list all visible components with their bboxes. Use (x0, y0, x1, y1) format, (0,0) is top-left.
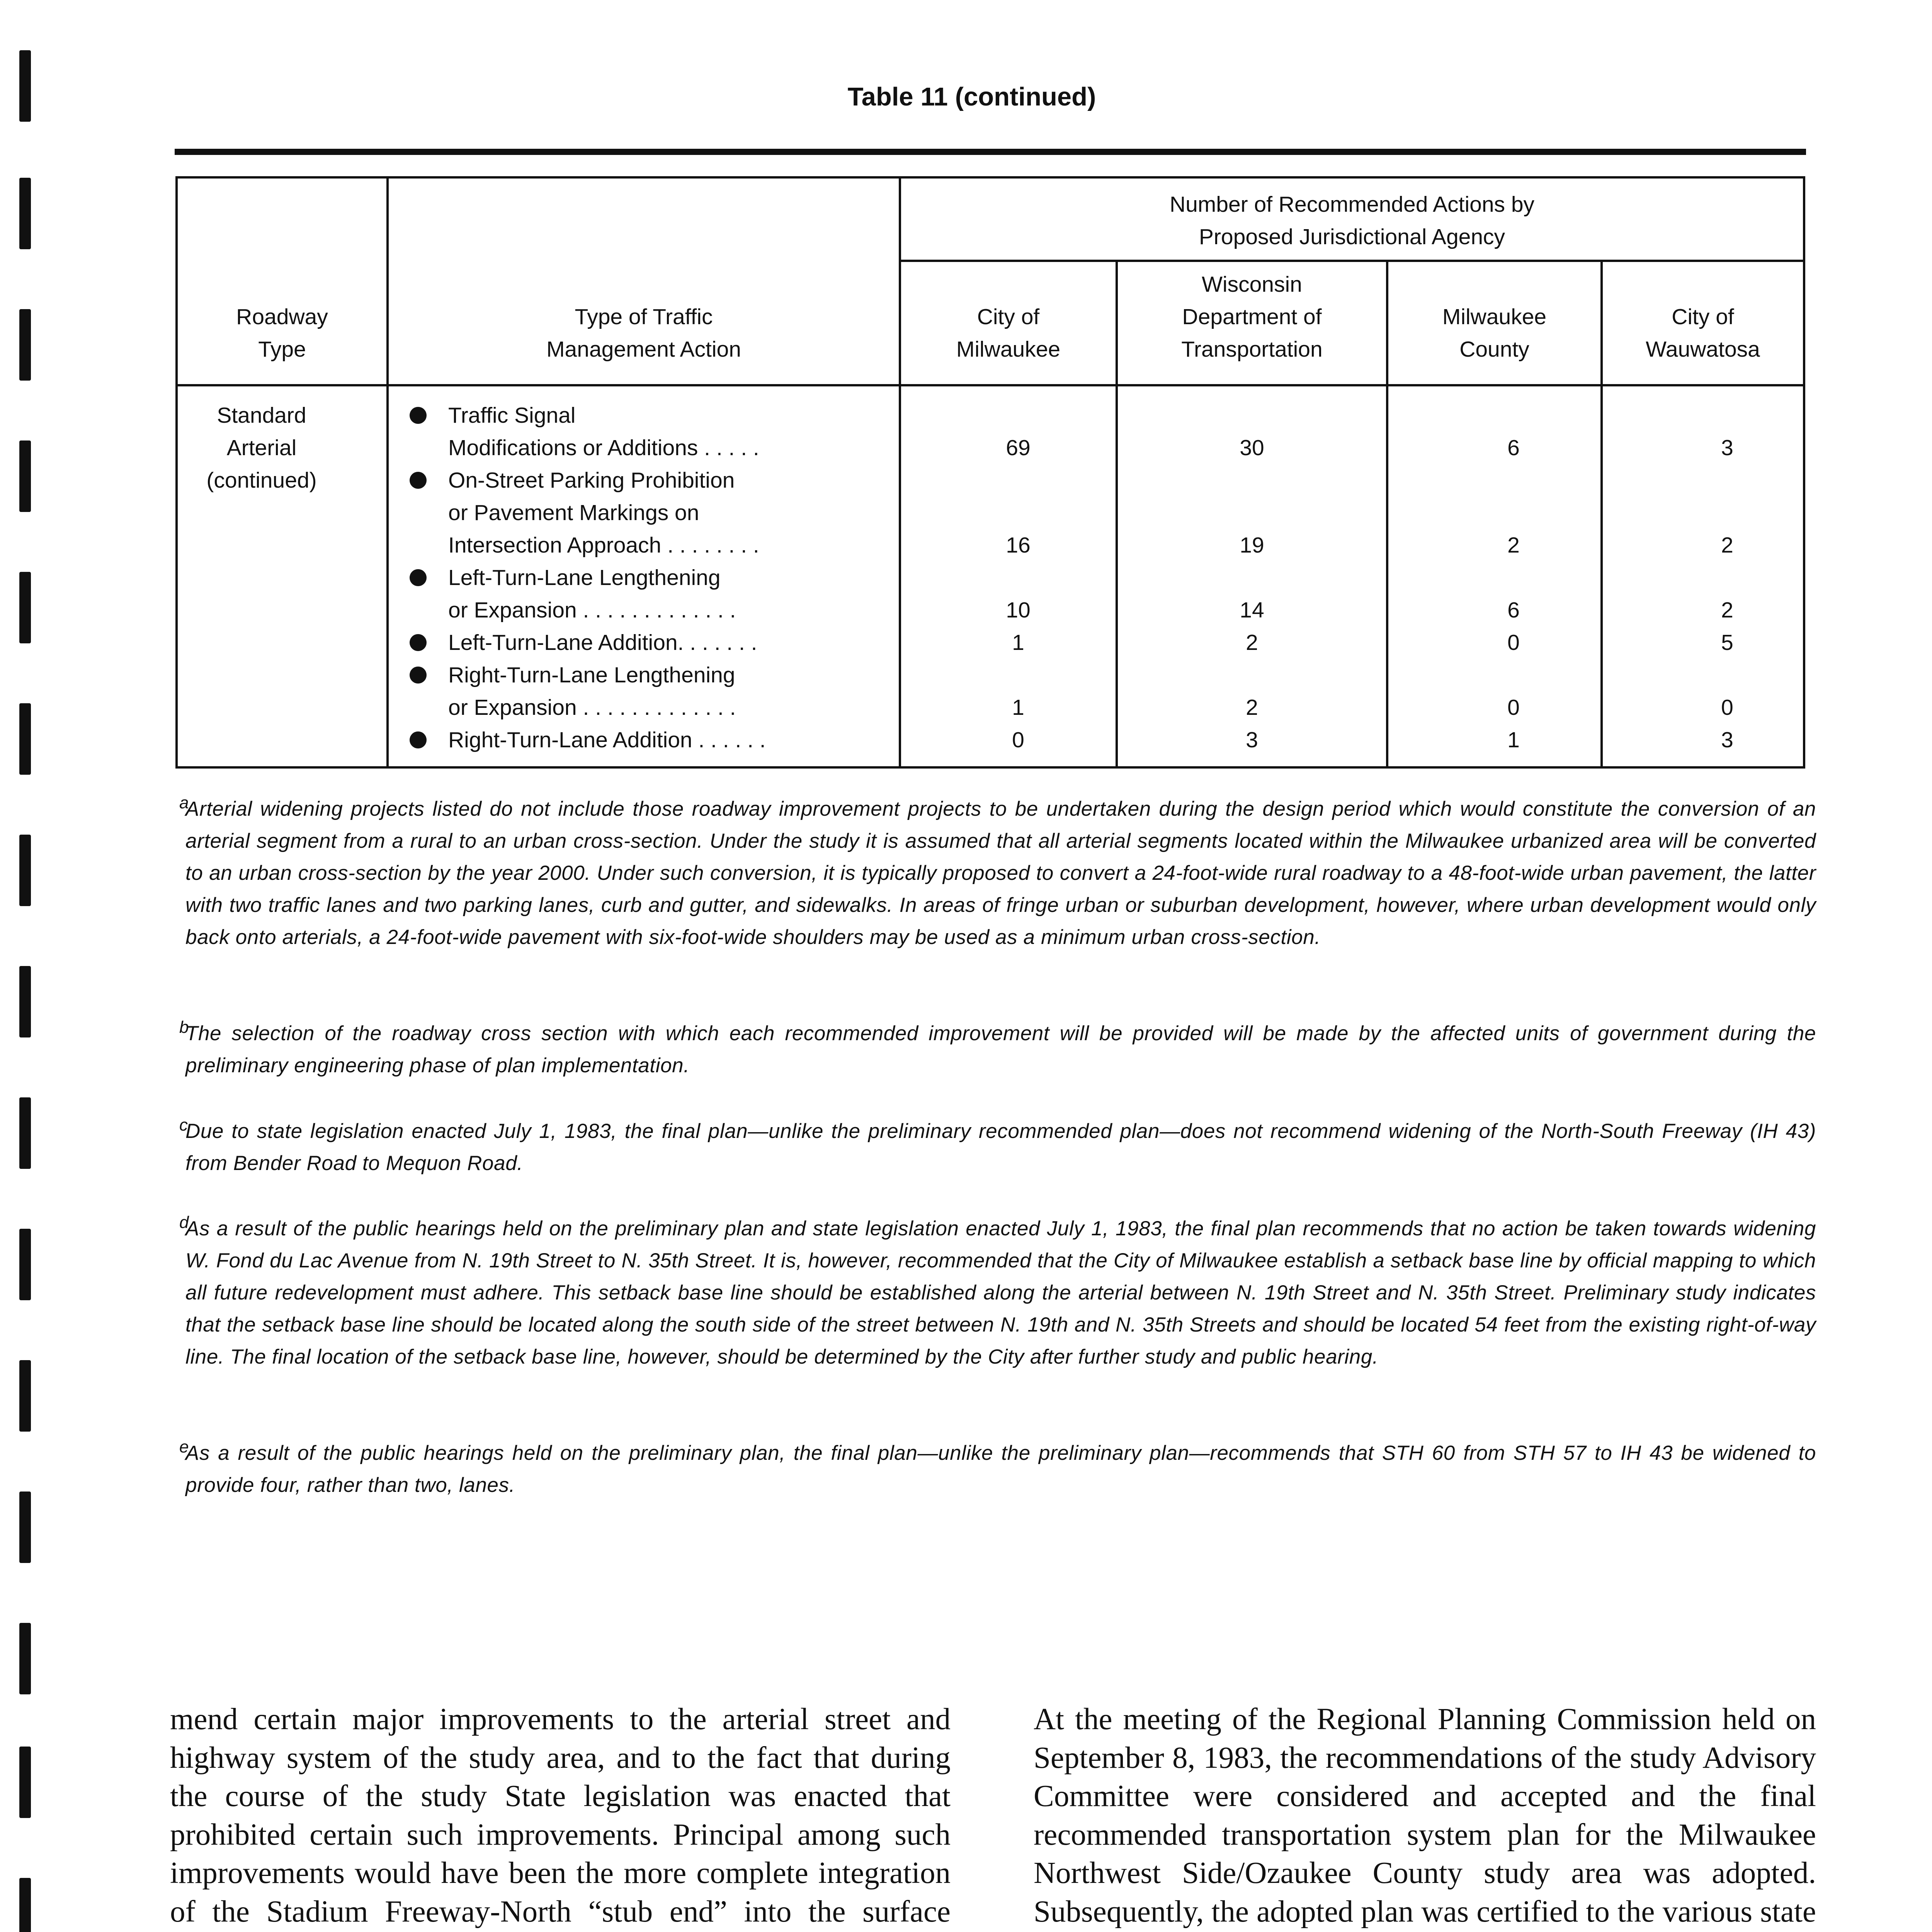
header-line: Wisconsin (1202, 272, 1302, 297)
footnote-text: Due to state legislation enacted July 1, 1983, the final plan—unlike the preliminary recommended plan—does not recommend widening of the North-South Freeway (IH 43) from Bender Road to Mequon Road. (185, 1120, 1816, 1175)
header-line: City of (1672, 304, 1734, 329)
row-label-line: or Pavement Markings on (448, 500, 699, 525)
value-milwaukee-county: 6 (1507, 598, 1520, 622)
header-line: Transportation (1181, 337, 1323, 362)
header-line: Type (258, 337, 306, 362)
binding-bar (19, 1623, 31, 1694)
footnote-text: As a result of the public hearings held on the preliminary plan, the final plan—unlike the preliminary plan—recommends that STH 60 from STH 57 to IH 43 be widened to provide four, rather than two, lanes. (185, 1442, 1816, 1497)
header-line: Roadway (236, 304, 328, 329)
binding-bar (19, 835, 31, 906)
binding-bar (19, 1229, 31, 1300)
roadway-type-line: (continued) (206, 468, 317, 493)
row-label-line: Intersection Approach . . . . . . . . (448, 533, 759, 558)
header-line: Management Action (546, 337, 741, 362)
value-milwaukee-county: 1 (1507, 728, 1520, 752)
value-city-of-milwaukee: 1 (1012, 630, 1024, 655)
binding-bar (19, 1878, 31, 1932)
row-label-line: Traffic Signal (448, 403, 576, 428)
bullet-icon (410, 569, 427, 586)
row-label-line: Modifications or Additions . . . . . (448, 435, 759, 460)
footnote-a (179, 793, 1816, 953)
binding-bar (19, 1360, 31, 1432)
bullet-icon (410, 731, 427, 748)
value-wisconsin-dot: 19 (1240, 533, 1264, 558)
value-wisconsin-dot: 3 (1246, 728, 1258, 752)
value-milwaukee-county: 0 (1507, 630, 1520, 655)
footnote-mark: c (179, 1116, 188, 1134)
binding-bar (19, 1492, 31, 1563)
binding-bar (19, 1097, 31, 1169)
row-label-line: or Expansion . . . . . . . . . . . . . (448, 695, 736, 720)
value-city-of-wauwatosa: 2 (1721, 533, 1733, 558)
footnote-mark: d (179, 1213, 189, 1232)
footnote-text: As a result of the public hearings held on the preliminary plan and state legislation enacted July 1, 1983, the final plan recommends that no action be taken towards widening W. Fond du Lac Avenue from N. 19th Street to N. 35th Street. It is, however, recommended that the City of Milwaukee establish a setback base line by official mapping to which all future redevelopment must adhere. This setback base line should be established along the arterial between N. 19th Street and N. 35th Street. Preliminary study indicates that the setback base line should be located along the south side of the street between N. 19th and N. 35th Streets and should be located 54 feet from the existing right-of-way line. The final location of the setback base line, however, should be determined by the City after further study and public hearing. (185, 1217, 1816, 1368)
value-city-of-wauwatosa: 2 (1721, 598, 1733, 622)
header-line: Milwaukee (1442, 304, 1547, 329)
bullet-icon (410, 634, 427, 651)
value-city-of-milwaukee: 16 (1006, 533, 1031, 558)
body-right-column: At the meeting of the Regional Planning Commission held on September 8, 1983, the recommendations of the study Advisory Committee were considered and accepted and the final recommended transportation system plan for the Milwaukee Northwest Side/Ozaukee County study area was adopted. Subsequently, the adopted plan was certified to the various state (1034, 1702, 1816, 1929)
header-line: City of (977, 304, 1040, 329)
header-line: Milwaukee (956, 337, 1061, 362)
header-line: Type of Traffic (575, 304, 713, 329)
value-wisconsin-dot: 2 (1246, 630, 1258, 655)
table-grid (0, 0, 1932, 773)
value-milwaukee-county: 0 (1507, 695, 1520, 720)
bullet-icon (410, 407, 427, 424)
value-city-of-milwaukee: 0 (1012, 728, 1024, 752)
value-city-of-wauwatosa: 0 (1721, 695, 1733, 720)
footnote-b (179, 1017, 1816, 1082)
row-label-line: On-Street Parking Prohibition (448, 468, 735, 493)
row-label-line: Right-Turn-Lane Addition . . . . . . (448, 728, 766, 752)
body-left-column: mend certain major improvements to the arterial street and highway system of the study area, and to the fact that during the course of the study State legislation was enacted that prohibited certain such improvements. Principal among such improvements would have been the more complete integration of the Stadium Freeway-North “stub end” into the surface (170, 1702, 951, 1929)
header-line: Department of (1182, 304, 1322, 329)
value-city-of-wauwatosa: 3 (1721, 435, 1733, 460)
value-city-of-milwaukee: 10 (1006, 598, 1031, 622)
table-title: Table 11 (continued) (847, 82, 1096, 111)
value-city-of-wauwatosa: 3 (1721, 728, 1733, 752)
footnote-text: The selection of the roadway cross section with which each recommended improvement will be provided will be made by the affected units of government during the preliminary engineering phase of plan implementation. (185, 1022, 1816, 1077)
footnote-text: Arterial widening projects listed do not include those roadway improvement projects to be undertaken during the design period which would constitute the conversion of an arterial segment from a rural to an urban cross-section. Under the study it is assumed that all arterial segments located within the Milwaukee urbanized area will be converted to an urban cross-section by the year 2000. Under such conversion, it is typically proposed to convert a 24-foot-wide rural roadway to a 48-foot-wide urban pavement, the latter with two traffic lanes and two parking lanes, curb and gutter, and sidewalks. In areas of fringe urban or suburban development, however, where urban development would only back onto arterials, a 24-foot-wide pavement with six-foot-wide shoulders may be used as a minimum urban cross-section. (185, 798, 1816, 949)
row-label-line: Left-Turn-Lane Lengthening (448, 565, 721, 590)
value-wisconsin-dot: 30 (1240, 435, 1264, 460)
value-city-of-milwaukee: 69 (1006, 435, 1031, 460)
footnote-mark: b (179, 1018, 189, 1037)
value-wisconsin-dot: 14 (1240, 598, 1264, 622)
header-line: Proposed Jurisdictional Agency (1199, 224, 1505, 249)
footnote-mark: a (179, 793, 189, 812)
footnote-c (179, 1115, 1816, 1179)
roadway-type-line: Arterial (226, 435, 297, 460)
header-line: County (1459, 337, 1529, 362)
header-line: Number of Recommended Actions by (1169, 192, 1535, 217)
row-label-line: Right-Turn-Lane Lengthening (448, 663, 735, 687)
value-city-of-milwaukee: 1 (1012, 695, 1024, 720)
binding-bar (19, 1747, 31, 1818)
footnote-d (179, 1213, 1816, 1373)
footnote-mark: e (179, 1437, 189, 1456)
header-line: Wauwatosa (1646, 337, 1760, 362)
value-milwaukee-county: 6 (1507, 435, 1520, 460)
footnote-e (179, 1437, 1816, 1501)
binding-bar (19, 966, 31, 1037)
bullet-icon (410, 472, 427, 489)
row-label-line: or Expansion . . . . . . . . . . . . . (448, 598, 736, 622)
bullet-icon (410, 667, 427, 684)
value-city-of-wauwatosa: 5 (1721, 630, 1733, 655)
roadway-type-line: Standard (217, 403, 306, 428)
value-wisconsin-dot: 2 (1246, 695, 1258, 720)
value-milwaukee-county: 2 (1507, 533, 1520, 558)
row-label-line: Left-Turn-Lane Addition. . . . . . . (448, 630, 757, 655)
